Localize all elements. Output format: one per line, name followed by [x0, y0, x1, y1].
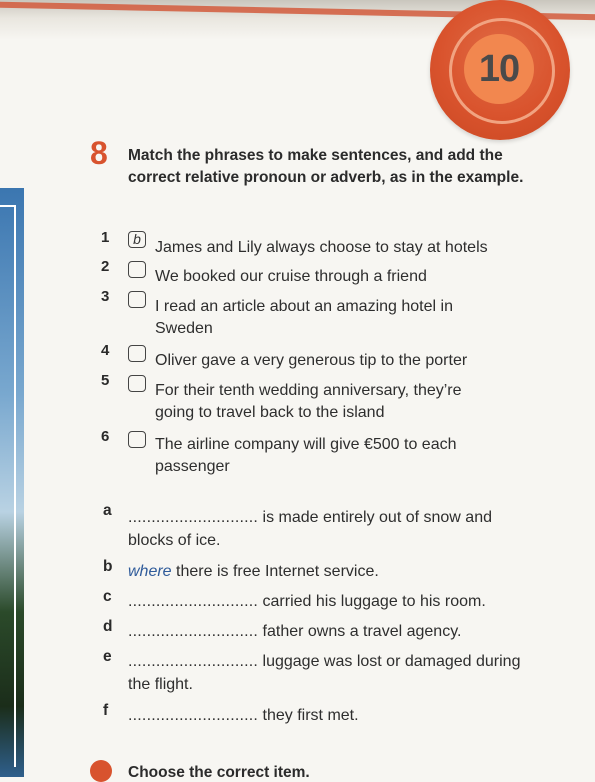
unit-number: 10 — [478, 47, 520, 90]
answer-box[interactable] — [128, 261, 146, 278]
exercise-number: 8 — [90, 135, 108, 171]
list-item — [128, 590, 538, 613]
item-number: 3 — [101, 288, 110, 305]
example-answer: where — [128, 563, 172, 580]
answer-blank[interactable]: ............................ — [128, 623, 259, 640]
unit-badge-inner — [464, 34, 534, 104]
answer-blank[interactable]: ............................ — [128, 653, 259, 670]
item-letter: c — [103, 588, 112, 605]
list-item — [128, 650, 538, 696]
item-text: The airline company will give €500 to each passenger — [155, 436, 457, 475]
item-number: 5 — [101, 372, 110, 389]
answer-blank[interactable]: ............................ — [128, 707, 259, 724]
item-number: 6 — [101, 428, 110, 445]
item-letter: f — [103, 702, 109, 719]
answer-blank[interactable]: ............................ — [128, 593, 259, 610]
item-letter: e — [103, 648, 112, 665]
list-item — [128, 506, 538, 552]
answer-box[interactable]: b — [128, 231, 146, 248]
item-text: luggage was lost or damaged during the flight. — [128, 653, 521, 693]
item-letter: d — [103, 618, 113, 635]
item-text: carried his luggage to his room. — [262, 593, 486, 610]
next-exercise-title: Choose the correct item. — [128, 764, 310, 781]
item-number: 4 — [101, 342, 110, 359]
item-text: James and Lily always choose to stay at hotels — [155, 239, 488, 256]
item-text: For their tenth wedding anniversary, they’re going to travel back to the island — [155, 382, 462, 421]
item-letter: b — [103, 558, 113, 575]
item-text: father owns a travel agency. — [262, 623, 462, 640]
answer-blank[interactable]: ............................ — [128, 509, 259, 526]
list-item — [128, 704, 538, 727]
answer-box[interactable] — [128, 431, 146, 448]
item-number: 2 — [101, 258, 110, 275]
item-text: is made entirely out of snow and blocks of ice. — [128, 509, 492, 549]
item-letter: a — [103, 502, 112, 519]
side-photo-frame — [0, 205, 16, 767]
list-item — [128, 560, 538, 583]
item-number: 1 — [101, 229, 110, 246]
item-text: Oliver gave a very generous tip to the porter — [155, 352, 468, 369]
item-text: they first met. — [262, 707, 359, 724]
answer-box[interactable] — [128, 345, 146, 362]
item-text: there is free Internet service. — [176, 563, 379, 580]
list-item — [128, 620, 538, 643]
answer-box[interactable] — [128, 291, 146, 308]
item-text: I read an article about an amazing hotel in Sweden — [155, 298, 453, 337]
next-exercise-marker — [90, 760, 112, 782]
answer-box[interactable] — [128, 375, 146, 392]
item-text: We booked our cruise through a friend — [155, 268, 427, 285]
exercise-instruction: Match the phrases to make sentences, and add the correct relative pronoun or adverb, as in the example. — [128, 147, 524, 186]
